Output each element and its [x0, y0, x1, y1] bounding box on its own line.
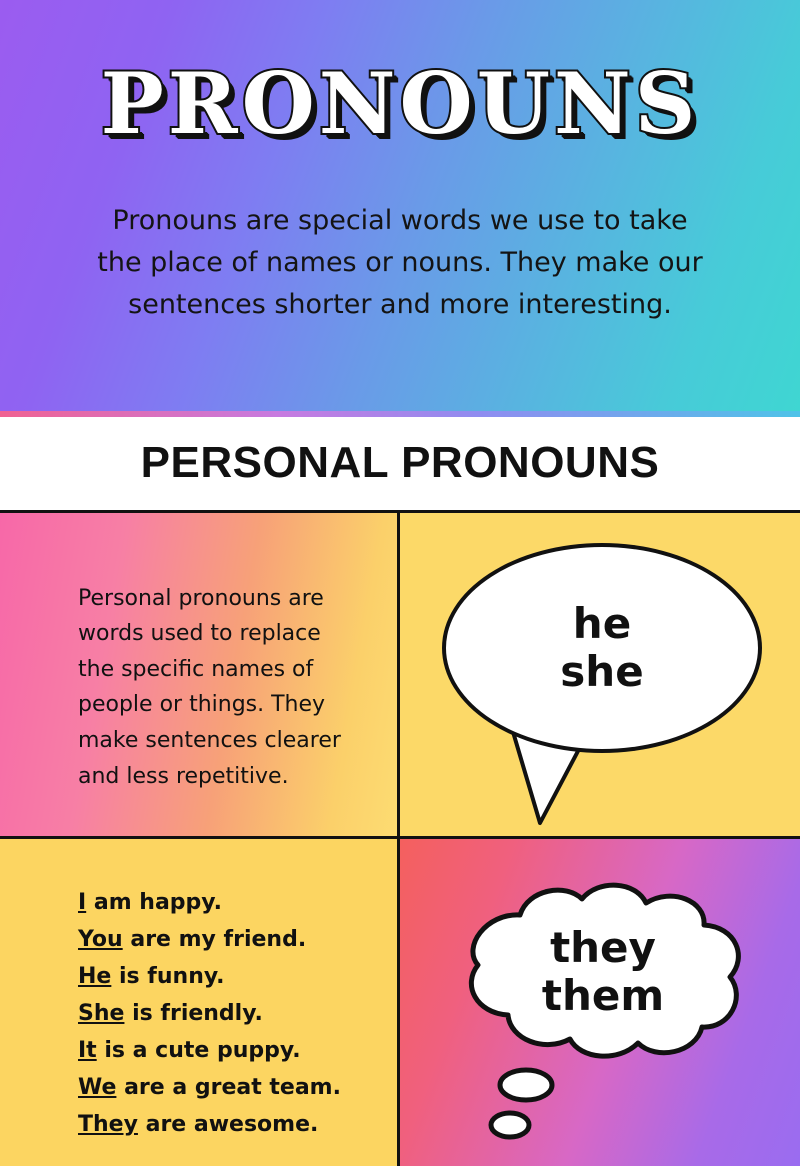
content-grid — [0, 510, 800, 1166]
header-banner — [0, 0, 800, 411]
example-rest: am happy. — [86, 890, 222, 916]
examples-list — [78, 885, 367, 1144]
speech-bubble-cell — [400, 513, 800, 840]
thought-bubble-graphic — [400, 839, 800, 1166]
example-pronoun: I — [78, 890, 87, 916]
list-item — [78, 959, 367, 996]
speech-word-she: she — [560, 646, 644, 696]
example-pronoun: They — [78, 1111, 138, 1137]
example-pronoun: You — [78, 927, 123, 953]
example-rest: is a cute puppy. — [96, 1038, 301, 1064]
definition-text: Personal pronouns are words used to replace the specific names of people or things. They make sentences clearer and less repetitive. — [78, 585, 341, 789]
speech-word-he: he — [572, 598, 632, 648]
example-rest: are a great team. — [116, 1075, 341, 1101]
page-title: PRONOUNS — [100, 54, 700, 153]
list-item — [78, 1070, 367, 1107]
example-rest: is funny. — [111, 964, 225, 990]
thought-bubble-text — [448, 881, 758, 1063]
list-item — [78, 922, 367, 959]
examples-cell — [0, 839, 400, 1166]
list-item — [78, 996, 367, 1033]
definition-cell — [0, 513, 400, 840]
thought-word-they: they — [550, 923, 656, 973]
example-pronoun: We — [78, 1075, 117, 1101]
example-rest: are my friend. — [122, 927, 307, 953]
intro-paragraph: Pronouns are special words we use to take the place of names or nouns. They make our sentences shorter and more interesting. — [97, 205, 703, 320]
list-item — [78, 885, 367, 922]
example-pronoun: He — [78, 964, 112, 990]
list-item — [78, 1107, 367, 1144]
example-rest: is friendly. — [124, 1001, 263, 1027]
example-pronoun: She — [78, 1001, 125, 1027]
section-band — [0, 417, 800, 509]
speech-bubble — [442, 543, 762, 753]
list-item — [78, 1033, 367, 1070]
example-rest: are awesome. — [137, 1111, 319, 1137]
thought-bubble-cell — [400, 839, 800, 1166]
example-pronoun: It — [78, 1038, 97, 1064]
thought-bubble — [448, 881, 758, 1063]
thought-word-them: them — [541, 971, 665, 1021]
thought-puffs-icon — [482, 1067, 602, 1162]
speech-bubble-graphic — [400, 513, 800, 837]
section-title: PERSONAL PRONOUNS — [140, 438, 660, 488]
